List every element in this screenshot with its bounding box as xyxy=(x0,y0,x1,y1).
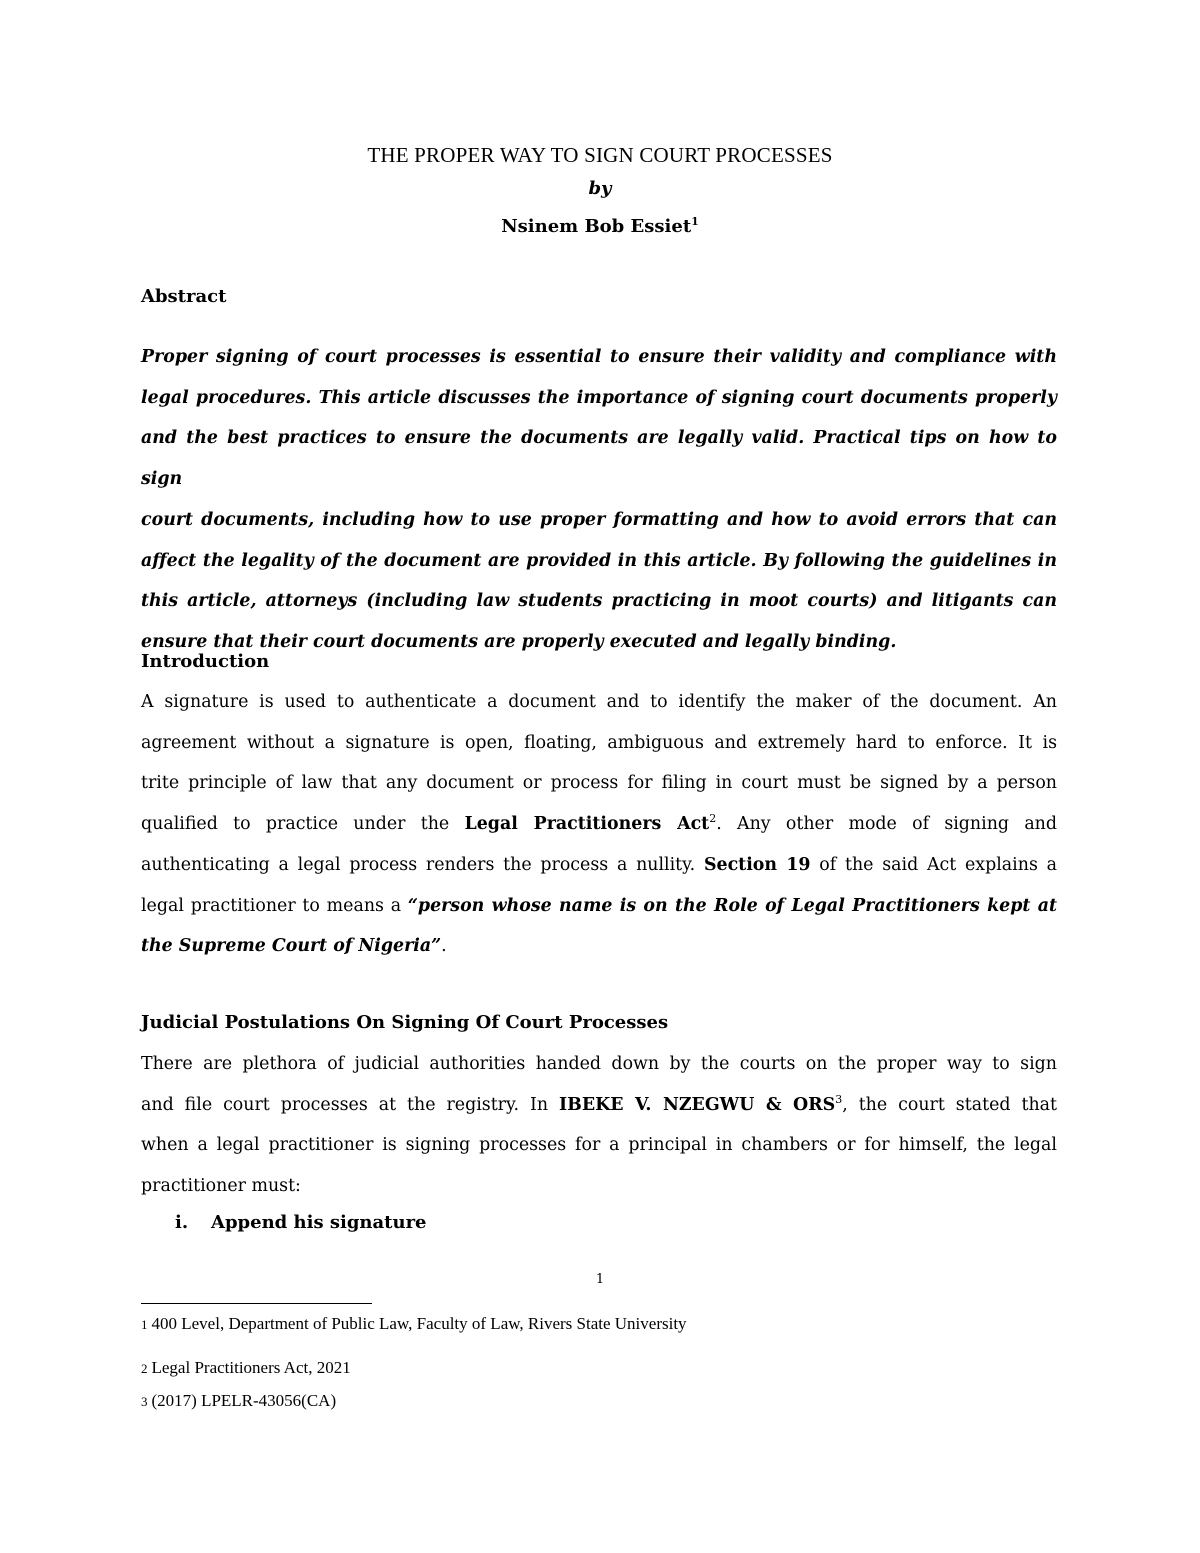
footnote xyxy=(141,1391,336,1411)
judicial-line: when a legal practitioner is signing processes for a principal in chambers or for himself, the legal xyxy=(141,1135,1057,1156)
footnote-text: (2017) LPELR-43056(CA) xyxy=(151,1391,337,1410)
footnote xyxy=(141,1314,687,1334)
definition-quote: the Supreme Court of Nigeria” xyxy=(141,936,442,957)
author-name xyxy=(0,215,1200,237)
intro-line: trite principle of law that any document or process for filing in court must be signed by a person xyxy=(141,773,1057,794)
judicial-heading: Judicial Postulations On Signing Of Court Processes xyxy=(141,1012,669,1033)
footnote-ref-3[interactable]: 3 xyxy=(835,1092,843,1106)
abstract-heading: Abstract xyxy=(141,286,227,307)
list-item xyxy=(175,1212,427,1233)
intro-line xyxy=(141,845,1057,886)
footnote-number: 1 xyxy=(141,1317,148,1332)
case-name: IBEKE V. NZEGWU & ORS xyxy=(559,1094,836,1115)
introduction-heading: Introduction xyxy=(141,651,270,672)
intro-text: qualified to practice under the xyxy=(141,814,465,835)
list-item-text: Append his signature xyxy=(211,1212,427,1233)
section-ref: Section 19 xyxy=(703,854,811,875)
list-item-number: i. xyxy=(175,1212,189,1233)
judicial-line: There are plethora of judicial authorities handed down by the courts on the proper way to sign xyxy=(141,1054,1057,1074)
intro-text: . xyxy=(441,936,447,957)
intro-line xyxy=(141,926,1057,967)
byline: by xyxy=(588,178,612,199)
introduction-paragraph xyxy=(141,682,1057,967)
footnote-text: Legal Practitioners Act, 2021 xyxy=(151,1358,351,1377)
author-text: Nsinem Bob Essiet xyxy=(501,216,692,237)
definition-quote: “person whose name is on the Role of Legal Practitioners kept at xyxy=(407,895,1057,916)
page-number: 1 xyxy=(595,1272,605,1287)
intro-line: agreement without a signature is open, floating, ambiguous and extremely hard to enforce. It is xyxy=(141,732,1057,753)
intro-text: authenticating a legal process renders the process a nullity. xyxy=(141,854,704,875)
abstract-line: Proper signing of court processes is essential to ensure their validity and compliance with xyxy=(141,347,1057,367)
act-name: Legal Practitioners Act xyxy=(464,814,710,835)
footnote-divider xyxy=(141,1303,372,1304)
document-title: THE PROPER WAY TO SIGN COURT PROCESSES xyxy=(367,143,833,167)
abstract-line: affect the legality of the document are provided in this article. By following the guidelines in xyxy=(141,550,1057,571)
abstract-line: legal procedures. This article discusses the importance of signing court documents properly xyxy=(141,387,1057,408)
abstract-line: and the best practices to ensure the documents are legally valid. Practical tips on how to sign xyxy=(141,428,1057,490)
intro-text: . Any other mode of signing and xyxy=(716,814,1058,835)
judicial-line xyxy=(141,1085,1057,1126)
footnote-ref-1[interactable]: 1 xyxy=(691,215,699,228)
abstract-line: ensure that their court documents are properly executed and legally binding. xyxy=(141,631,897,652)
intro-line xyxy=(141,804,1057,845)
abstract-line: this article, attorneys (including law students practicing in moot courts) and litigants can xyxy=(141,591,1057,612)
intro-text: of the said Act explains a xyxy=(810,854,1057,875)
intro-text: legal practitioner to means a xyxy=(141,895,408,916)
footnote-number: 3 xyxy=(141,1394,148,1409)
abstract-line: court documents, including how to use proper formatting and how to avoid errors that can xyxy=(141,509,1057,530)
judicial-line: practitioner must: xyxy=(141,1176,301,1197)
footnote-number: 2 xyxy=(141,1361,148,1376)
footnote xyxy=(141,1358,351,1378)
intro-line: A signature is used to authenticate a document and to identify the maker of the document. An xyxy=(141,692,1057,712)
intro-line xyxy=(141,886,1057,927)
judicial-text: , the court stated that xyxy=(842,1094,1057,1115)
footnote-text: 400 Level, Department of Public Law, Faculty of Law, Rivers State University xyxy=(151,1314,687,1333)
abstract-paragraph xyxy=(141,337,1057,663)
judicial-paragraph xyxy=(141,1044,1057,1207)
footnote-ref-2[interactable]: 2 xyxy=(709,812,717,826)
judicial-text: and file court processes at the registry. In xyxy=(141,1094,560,1115)
